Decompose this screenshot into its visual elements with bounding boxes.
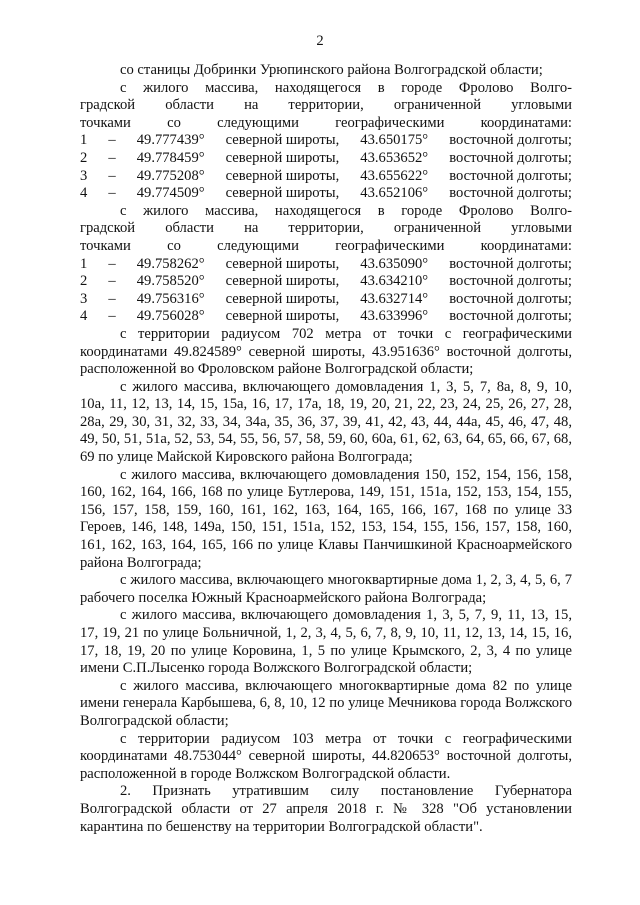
paragraph-maiskaya-street: с жилого массива, включающего домовладения 1, 3, 5, 7, 8а, 8, 9, 10, 10а, 11, 12, 13, 14, 15, 15а, 16, 17, 17а, 18, 19, 20, 21, 22, 23, 24, 25, 26, 27, 28, 28а, 29, 30, 31, 32, 33, 34, 34а, 35, 36, 37, 39, 41, 42, 43, 44, 44а, 45, 46, 47, 48, 49, 50, 51, 51а, 52, 53, 54, 55, 56, 57, 58, 59, 60, 60а, 61, 62, 63, 64, 65, 66, 67, 68, 69 по улице Майской Кировского района Волгограда; [80,378,572,466]
coordinate-row: 2 – 49.778459° северной широты, 43.653652° восточной долготы; [80,149,572,166]
coordinate-row: 2 – 49.758520° северной широты, 43.634210° восточной долготы; [80,273,572,290]
paragraph-radius-103: с территории радиусом 103 метра от точки с географическими координатами 48.753044° северной широты, 44.820653° восточной долготы, расположенной в городе Волжском Волгоградской области. [80,730,572,782]
paragraph-frolovo-1-line-3: точками со следующими географическими координатами: [80,114,572,131]
coordinate-row: 4 – 49.756028° северной широты, 43.633996° восточной долготы; [80,308,572,325]
paragraph-dobrinka: со станицы Добринки Урюпинского района Волгоградской области; [120,62,543,78]
coordinate-row: 4 – 49.774509° северной широты, 43.652106° восточной долготы; [80,185,572,202]
page-number: 2 [316,33,324,49]
paragraph-frolovo-1-line-2: градской области на территории, ограниченной угловыми [80,97,572,114]
paragraph-volzhsky-bolnichnaya: с жилого массива, включающего домовладения 1, 3, 5, 7, 9, 11, 13, 15, 17, 19, 21 по улице Больничной, 1, 2, 3, 4, 5, 6, 7, 8, 9, 10, 11, 12, 13, 14, 15, 16, 17, 18, 19, 20 по улице Коровина, 1, 5 по улице Крымского, 2, 3, 4 по улице имени С.П.Лысенко города Волжского Волгоградской области; [80,607,572,677]
coordinate-row: 3 – 49.775208° северной широты, 43.655622° восточной долготы; [80,167,572,184]
paragraph-frolovo-2-line-2: градской области на территории, ограниченной угловыми [80,220,572,237]
paragraph-yuzhny-settlement: с жилого массива, включающего многоквартирные дома 1, 2, 3, 4, 5, 6, 7 рабочего поселка Южный Красноармейского района Волгограда; [80,572,572,606]
coordinate-row: 1 – 49.777439° северной широты, 43.650175° восточной долготы; [80,132,572,149]
coordinate-list-2 [80,256,572,326]
paragraph-radius-702: с территории радиусом 702 метра от точки с географическими координатами 49.824589° северной широты, 43.951636° восточной долготы, расположенной во Фроловском районе Волгоградской области; [80,325,572,378]
paragraph-karbysheva-street: с жилого массива, включающего многоквартирные дома 82 по улице имени генерала Карбышева, 6, 8, 10, 12 по улице Мечникова города Волжского Волгоградской области; [80,677,572,729]
coordinate-row: 1 – 49.758262° северной широты, 43.635090° восточной долготы; [80,255,572,272]
document-body [80,62,572,836]
coordinate-row: 3 – 49.756316° северной широты, 43.632714° восточной долготы; [80,290,572,307]
paragraph-repeal-decree: 2. Признать утратившим силу постановление Губернатора Волгоградской области от 27 апреля 2018 г. № 328 "Об установлении карантина по бешенству на территории Волгоградской области". [80,783,572,835]
paragraph-frolovo-2-line-3: точками со следующими географическими координатами: [80,237,572,254]
paragraph-frolovo-2-line-1: с жилого массива, находящегося в городе Фролово Волго- [120,202,572,219]
coordinate-list-1 [80,132,572,202]
paragraph-frolovo-1-line-1: с жилого массива, находящегося в городе Фролово Волго- [120,79,572,96]
paragraph-butlerova-street: с жилого массива, включающего домовладения 150, 152, 154, 156, 158, 160, 162, 164, 166, 168 по улице Бутлерова, 149, 151, 151а, 152, 153, 154, 155, 156, 157, 158, 159, 160, 161, 162, 163, 164, 165, 166, 167, 168 по улице 33 Героев, 146, 148, 149а, 150, 151, 151а, 152, 153, 154, 155, 156, 157, 158, 160, 161, 162, 163, 164, 165, 166 по улице Клавы Панчишкиной Красноармейского района Волгограда; [80,466,572,571]
